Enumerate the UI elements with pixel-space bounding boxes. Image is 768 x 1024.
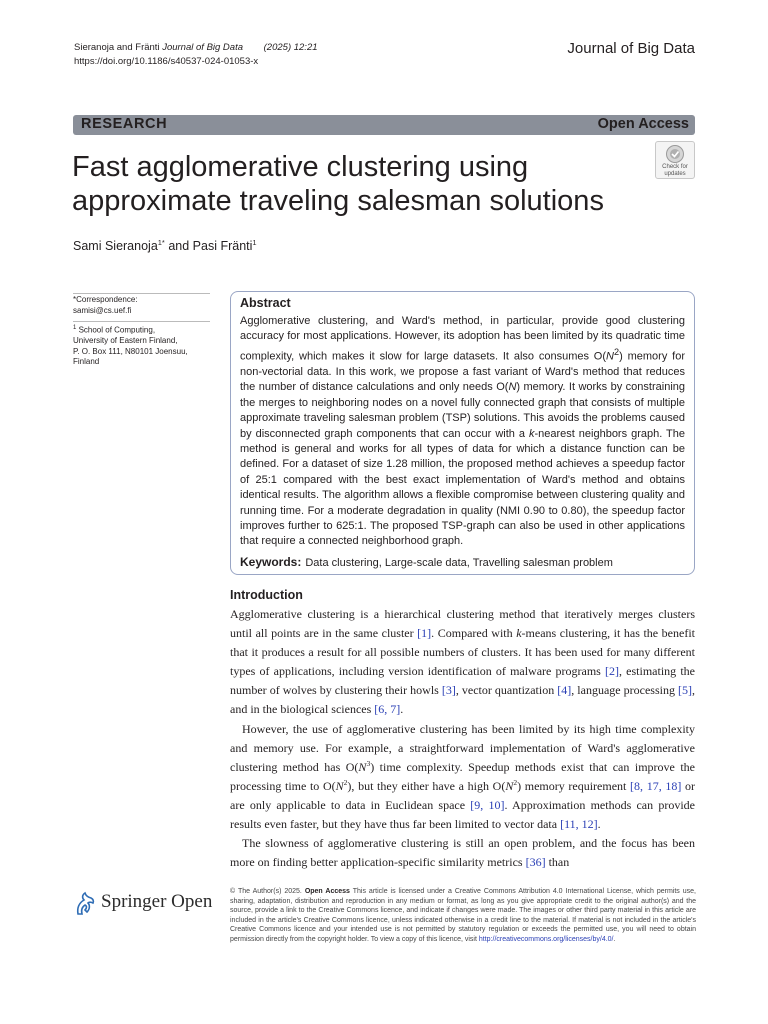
citation-link[interactable]: [36] xyxy=(525,855,546,870)
citation-link[interactable]: [6, 7] xyxy=(374,702,401,717)
article-type-banner xyxy=(73,115,695,135)
check-updates-icon xyxy=(665,144,685,164)
publisher-name: Springer Open xyxy=(101,891,213,912)
correspondence-label: *Correspondence: xyxy=(73,295,138,304)
paper-title: Fast agglomerative clustering using approximate traveling salesman solutions xyxy=(72,151,604,217)
affiliation-note xyxy=(73,321,210,368)
citation-link[interactable]: [5] xyxy=(678,683,692,698)
journal-name: Journal of Big Data xyxy=(567,40,695,57)
check-for-updates-badge[interactable] xyxy=(655,141,695,179)
correspondence-note xyxy=(73,293,210,316)
author-1[interactable]: Sami Sieranoja xyxy=(73,239,158,254)
affiliation-text-1: School of Computing, xyxy=(76,325,156,335)
affiliation-line-1 xyxy=(73,323,210,336)
citation-link[interactable]: [11, 12] xyxy=(560,817,598,832)
citation-line xyxy=(74,41,318,55)
citation-link[interactable]: [2] xyxy=(605,664,620,679)
citation-link[interactable]: [4] xyxy=(557,683,572,698)
citation-authors: Sieranoja and Fränti xyxy=(74,42,160,53)
citation-link[interactable]: [1] xyxy=(417,626,432,641)
intro-paragraph-3: The slowness of agglomerative clustering is still an open problem, and the focus has been more on finding better application-specific similarity metrics [36] than xyxy=(230,836,695,870)
introduction-heading: Introduction xyxy=(230,588,303,602)
citation-journal: Journal of Big Data xyxy=(162,42,243,53)
springer-horse-icon xyxy=(73,890,97,916)
abstract-heading: Abstract xyxy=(240,296,291,310)
author-1-affil: 1* xyxy=(157,238,165,247)
citation-year: (2025) 12:21 xyxy=(263,42,318,53)
affiliation-line-4: Finland xyxy=(73,357,100,367)
author-list xyxy=(73,238,257,253)
citation-link[interactable]: [3] xyxy=(441,683,456,698)
author-2[interactable]: Pasi Fränti xyxy=(192,239,253,254)
citation-link[interactable]: [8, 17, 18] xyxy=(630,778,682,793)
correspondence-email[interactable]: samisi@cs.uef.fi xyxy=(73,305,132,315)
open-access-label: Open Access xyxy=(597,116,689,132)
license-link[interactable]: http://creativecommons.org/licenses/by/4.0/ xyxy=(478,935,614,943)
article-type-label: RESEARCH xyxy=(81,116,168,132)
author-conjunction: and xyxy=(164,239,193,254)
intro-paragraph-1: Agglomerative clustering is a hierarchical clustering method that iteratively merges clusters until all points are in the same cluster [1]. Compared with k-means clustering, it has the benefit that it produces a result for all possible numbers of clusters. It has been used for many different types of applications, including version identification of malware programs [2], estimating the number of wolves by clustering their howls [3], vector quantization [4], language processing [5], and in the biological sciences [6, 7]. xyxy=(230,607,695,717)
keywords-label: Keywords: xyxy=(240,554,302,569)
affiliation-line-2: University of Eastern Finland, xyxy=(73,336,178,346)
license-notice: © The Author(s) 2025. Open Access This article is licensed under a Creative Commons Attribution 4.0 International License, which permits use, sharing, adaptation, distribution and reproduction in any medium or format, as long as you give appropriate credit to the original author(s) and the source, provide a link to the Creative Commons licence, and indicate if changes were made. The images or other third party material in this article are included in the article's Creative Commons licence, unless indicated otherwise in a credit line to the material. If material is not included in the article's Creative Commons licence and your intended use is not permitted by statutory regulation or exceeds the permitted use, you will need to obtain permission directly from the copyright holder. To view a copy of this licence, visit http://creativecommons.org/licenses/by/4.0/. xyxy=(230,888,696,943)
affiliation-marker: 1 xyxy=(73,325,77,331)
abstract-body: Agglomerative clustering, and Ward's method, in particular, provide good clustering accuracy for most applications. However, its adoption has been limited by its quadratic time complexity, which makes it slow for large datasets. It also consumes $O(N^2)$ memory for non-vectorial data. In this work, we propose a fast variant of Ward's method that reduces the number of distance calculations and only needs O(N) memory. It works by constraining the merges to neighboring nodes on a novel fully connected graph that consists of multiple approximate traveling salesman problem (TSP) solutions. This avoids the problems caused by disconnected graph components that can occur with a k-nearest neighbors graph. The method is general and works for all types of data for which a distance function can be defined. For a dataset of size 1.28 million, the proposed method achieves a speedup factor of 25:1 compared with the best exact implementation of Ward's method and obtains identical results. The algorithm allows a flexible compromise between clustering quality and running time. For a moderate degradation in quality (NMI 0.90 to 0.80), the speedup factor improves further to 625:1. The proposed TSP-graph can also be used in other applications that require a connected neighborhood graph. xyxy=(240,315,685,548)
running-header xyxy=(74,41,318,69)
intro-paragraph-2: However, the use of agglomerative clustering has been limited by its high time complexity and memory use. For example, a straightforward implementation of Ward's agglomerative clustering method has $O(N^3)$ time complexity. Speedup methods exist that can improve the processing time to $O(N^2)$, but they either have a high $O(N^2)$ memory requirement [8, 17, 18] or are only applicable to data in Euclidean space [9, 10]. Approximation methods can provide results even faster, but they have thus far been limited to vector data [11, 12]. xyxy=(230,721,695,832)
check-updates-text-1: Check for xyxy=(662,164,688,170)
keywords-line xyxy=(240,555,685,569)
affiliation-line-3: P. O. Box 111, N80101 Joensuu, xyxy=(73,346,188,356)
doi-link[interactable]: https://doi.org/10.1186/s40537-024-01053-x xyxy=(74,56,259,67)
abstract-box xyxy=(230,291,695,575)
author-2-affil: 1 xyxy=(252,238,257,247)
citation-link[interactable]: [9, 10] xyxy=(470,797,505,812)
check-updates-text-2: updates xyxy=(664,170,686,177)
keywords-list: Data clustering, Large-scale data, Travelling salesman problem xyxy=(305,556,613,569)
introduction-body xyxy=(230,605,695,872)
